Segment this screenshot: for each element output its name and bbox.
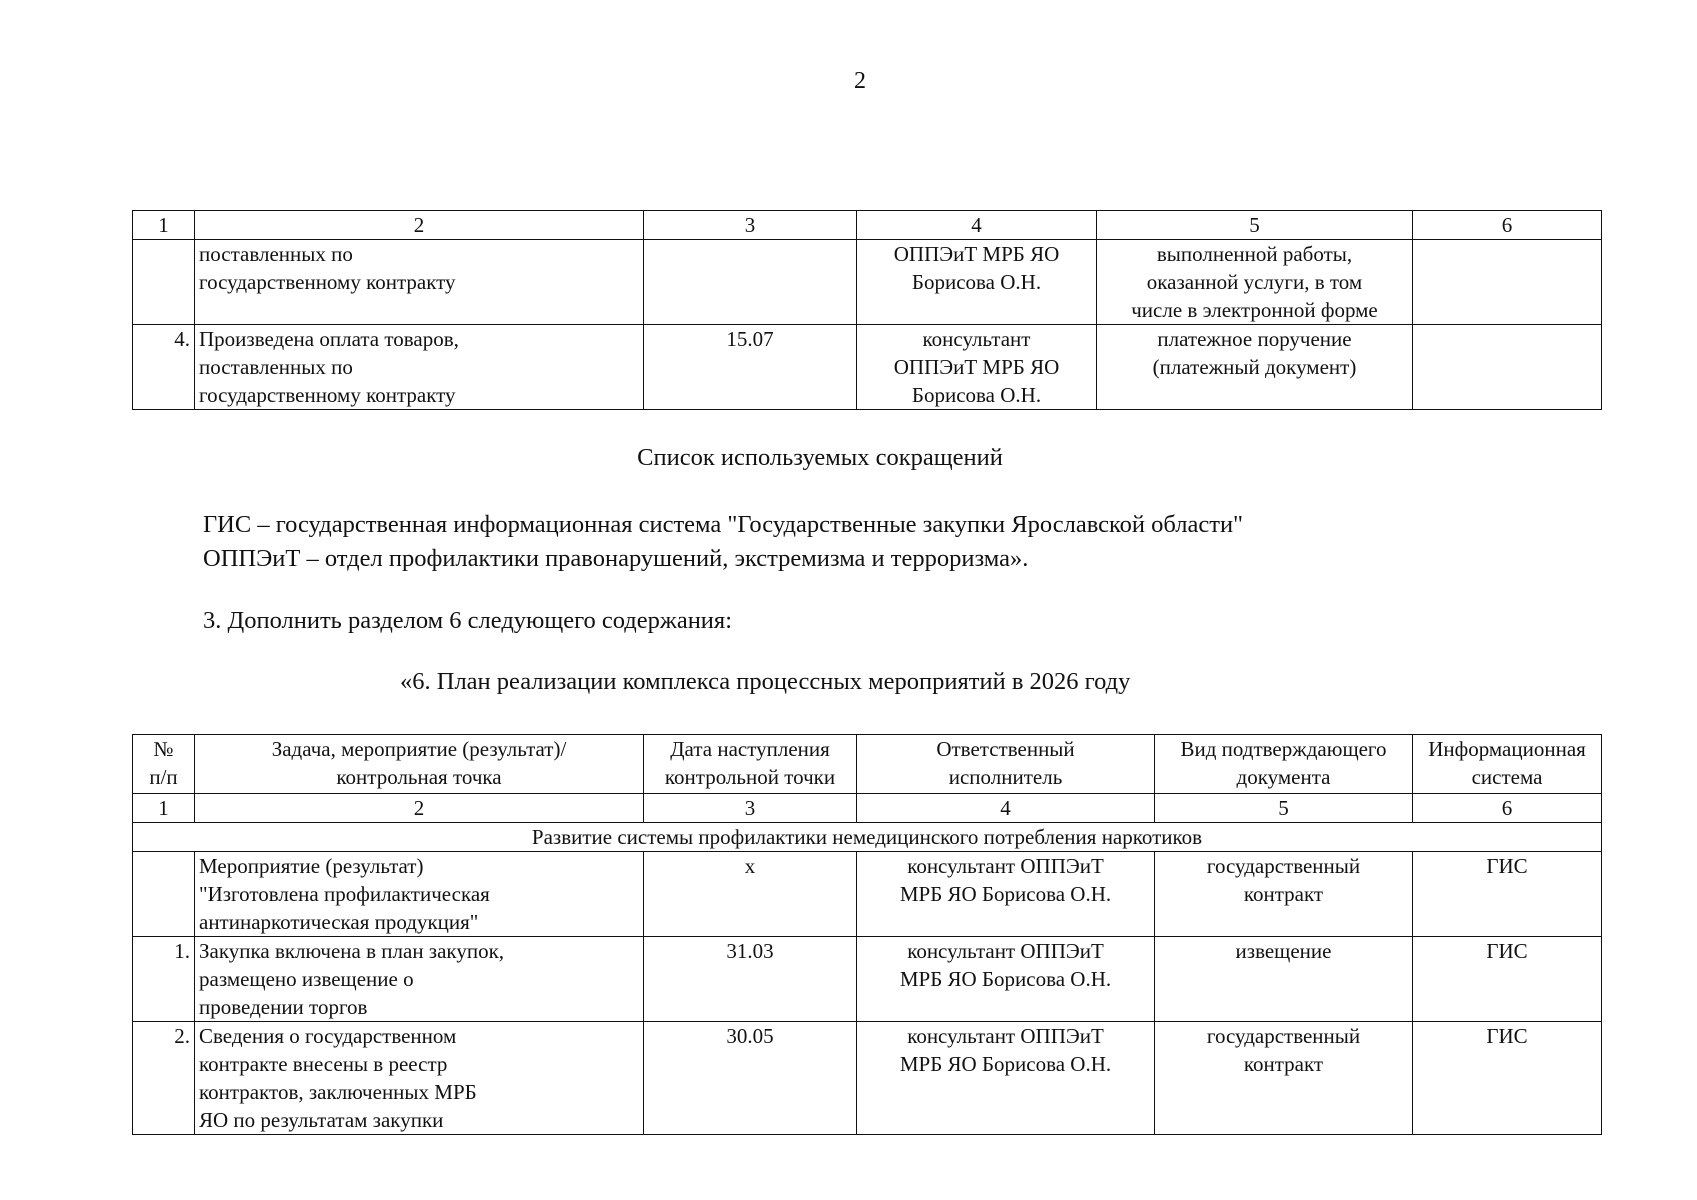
row-system: ГИС	[1413, 1022, 1602, 1135]
table-row	[133, 852, 1602, 937]
header-system: Информационная система	[1413, 735, 1602, 794]
row-date	[644, 240, 857, 325]
row-document: государственный контракт	[1155, 1022, 1413, 1135]
col-number: 1	[133, 211, 195, 240]
page-number: 2	[854, 68, 866, 94]
header-task: Задача, мероприятие (результат)/ контрольная точка	[195, 735, 644, 794]
row-system	[1413, 240, 1602, 325]
table-row	[133, 937, 1602, 1022]
section-row	[133, 823, 1602, 852]
col-number: 1	[133, 794, 195, 823]
row-task: Произведена оплата товаров, поставленных по государственному контракту	[195, 325, 644, 410]
row-number: 2.	[133, 1022, 195, 1135]
table-row	[133, 1022, 1602, 1135]
col-number: 6	[1413, 794, 1602, 823]
row-executor: консультант ОППЭиТ МРБ ЯО Борисова О.Н.	[857, 325, 1097, 410]
row-date: x	[644, 852, 857, 937]
row-number	[133, 240, 195, 325]
table-row	[133, 240, 1602, 325]
row-executor: ОППЭиТ МРБ ЯО Борисова О.Н.	[857, 240, 1097, 325]
continuation-table	[132, 210, 1602, 410]
header-date: Дата наступления контрольной точки	[644, 735, 857, 794]
header-number: № п/п	[133, 735, 195, 794]
row-system	[1413, 325, 1602, 410]
row-document: государственный контракт	[1155, 852, 1413, 937]
col-number: 6	[1413, 211, 1602, 240]
row-date: 31.03	[644, 937, 857, 1022]
row-executor: консультант ОППЭиТ МРБ ЯО Борисова О.Н.	[857, 852, 1155, 937]
table-column-numbers	[133, 211, 1602, 240]
row-task: поставленных по государственному контракту	[195, 240, 644, 325]
row-system: ГИС	[1413, 937, 1602, 1022]
abbreviation-gis: ГИС – государственная информационная система "Государственные закупки Ярославской области"	[203, 511, 1244, 538]
row-number	[133, 852, 195, 937]
row-document: извещение	[1155, 937, 1413, 1022]
col-number: 2	[195, 794, 644, 823]
row-task: Закупка включена в план закупок, размещено извещение о проведении торгов	[195, 937, 644, 1022]
row-task: Мероприятие (результат) "Изготовлена профилактическая антинаркотическая продукция"	[195, 852, 644, 937]
col-number: 4	[857, 794, 1155, 823]
plan-title: «6. План реализации комплекса процессных мероприятий в 2026 году	[400, 668, 1131, 695]
row-executor: консультант ОППЭиТ МРБ ЯО Борисова О.Н.	[857, 937, 1155, 1022]
header-executor: Ответственный исполнитель	[857, 735, 1155, 794]
row-date: 30.05	[644, 1022, 857, 1135]
col-number: 3	[644, 211, 857, 240]
row-executor: консультант ОППЭиТ МРБ ЯО Борисова О.Н.	[857, 1022, 1155, 1135]
row-task: Сведения о государственном контракте внесены в реестр контрактов, заключенных МРБ ЯО по результатам закупки	[195, 1022, 644, 1135]
row-date: 15.07	[644, 325, 857, 410]
row-number: 4.	[133, 325, 195, 410]
row-document: платежное поручение (платежный документ)	[1097, 325, 1413, 410]
row-document: выполненной работы, оказанной услуги, в том числе в электронной форме	[1097, 240, 1413, 325]
col-number: 3	[644, 794, 857, 823]
table-row	[133, 325, 1602, 410]
plan-table	[132, 734, 1602, 1135]
col-number: 4	[857, 211, 1097, 240]
abbreviations-title: Список используемых сокращений	[637, 444, 1003, 471]
col-number: 5	[1155, 794, 1413, 823]
table-header	[133, 735, 1602, 794]
abbreviation-oppeit: ОППЭиТ – отдел профилактики правонарушений, экстремизма и терроризма».	[203, 545, 1029, 572]
col-number: 2	[195, 211, 644, 240]
row-number: 1.	[133, 937, 195, 1022]
section-heading: Развитие системы профилактики немедицинского потребления наркотиков	[133, 823, 1602, 852]
table-column-numbers	[133, 794, 1602, 823]
header-document: Вид подтверждающего документа	[1155, 735, 1413, 794]
amendment-text: 3. Дополнить разделом 6 следующего содержания:	[203, 607, 732, 634]
row-system: ГИС	[1413, 852, 1602, 937]
col-number: 5	[1097, 211, 1413, 240]
